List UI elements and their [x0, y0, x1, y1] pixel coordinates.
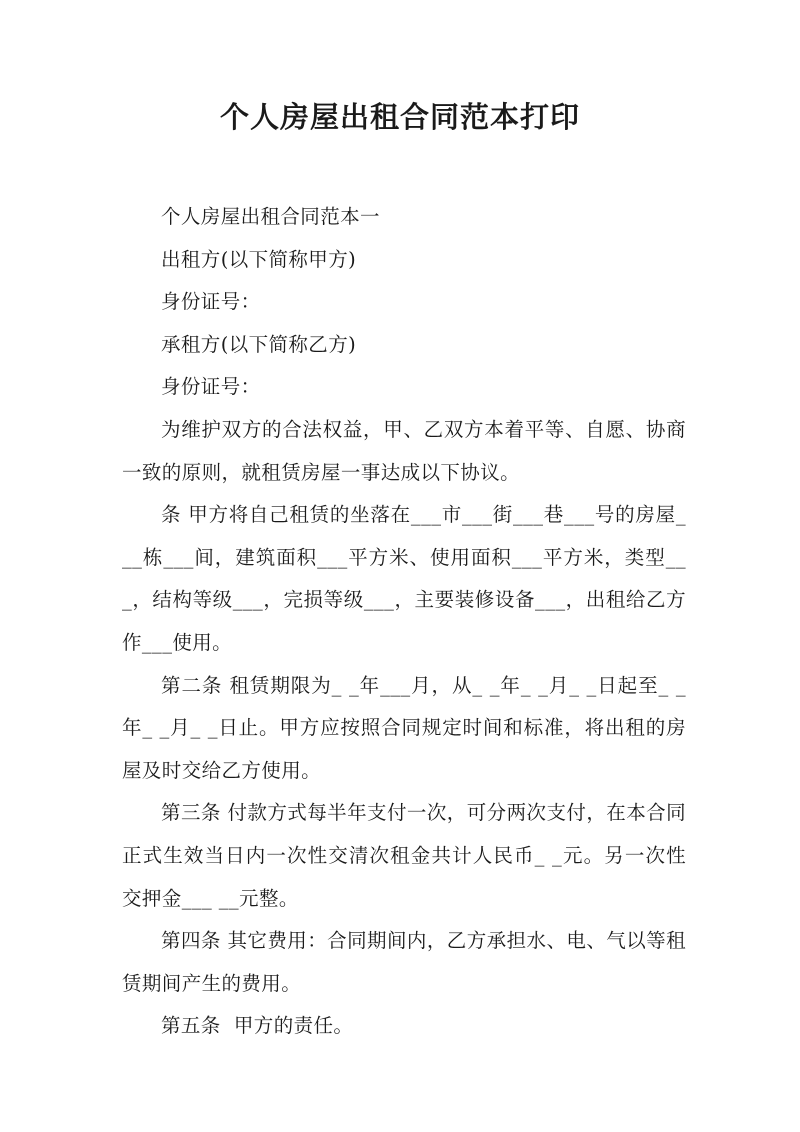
article-1-paragraph: 条 甲方将自己租赁的坐落在___市___街___巷___号的房屋___栋___间，建筑面积___平方米、使用面积___平方米，类型___，结构等级___，完损等级___，主要装修设备___，出租给乙方作___使用。 — [122, 503, 686, 654]
lessee-id-line: 身份证号： — [161, 375, 261, 399]
document-title: 个人房屋出租合同范本打印 — [219, 100, 580, 134]
contract-subtitle: 个人房屋出租合同范本一 — [161, 205, 380, 228]
article-3-paragraph: 第三条 付款方式每半年支付一次，可分两次支付，在本合同正式生效当日内一次性交清次租金共计人民币_ _元。另一次性交押金___ __元整。 — [122, 801, 686, 910]
lessor-line: 出租方(以下简称甲方) — [161, 247, 357, 271]
article-5-paragraph: 第五条 甲方的责任。 — [161, 1014, 354, 1038]
lessee-line: 承租方(以下简称乙方) — [161, 332, 357, 356]
article-2-paragraph: 第二条 租赁期限为_ _年___月，从_ _年_ _月_ _日起至_ _年_ _月_ _日止。甲方应按照合同规定时间和标准，将出租的房屋及时交给乙方使用。 — [122, 673, 686, 782]
lessor-id-line: 身份证号： — [161, 290, 261, 314]
preamble-paragraph: 为维护双方的合法权益，甲、乙双方本着平等、自愿、协商一致的原则，就租赁房屋一事达成以下协议。 — [122, 417, 686, 484]
document-body — [122, 196, 686, 1048]
article-4-paragraph: 第四条 其它费用：合同期间内，乙方承担水、电、气以等租赁期间产生的费用。 — [122, 929, 686, 995]
